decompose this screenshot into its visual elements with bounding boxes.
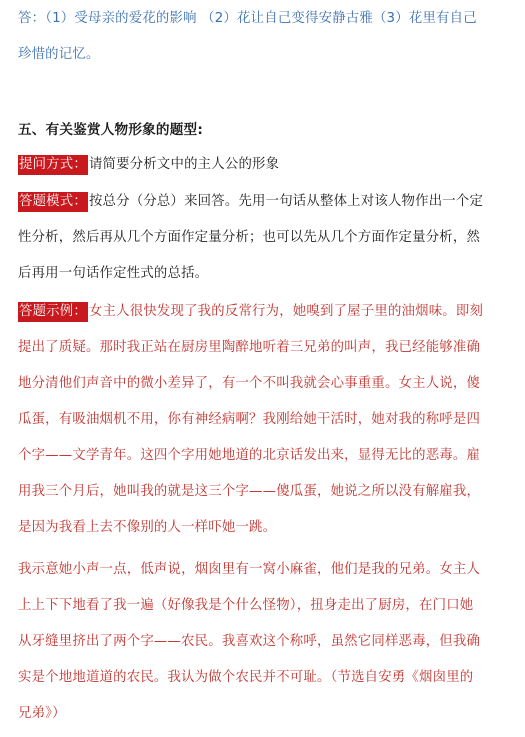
answer-example-line-9: 上上下下地看了我一遍（好像我是个什么怪物），扭身走出了厨房，在门口她 — [18, 598, 474, 613]
answer-example-line-6: 用我三个月后，她叫我的就是这三个字——傻瓜蛋，她说之所以没有解雇我， — [18, 484, 481, 499]
answer-example-line-12: 兄弟》） — [18, 706, 66, 721]
answer-example-line-2: 提出了质疑。那时我正站在厨房里陶醉地听着三兄弟的叫声，我已经能够准确 — [18, 340, 481, 355]
answer-example-line-4: 瓜蛋，有吸油烟机不用，你有神经病啊？我刚给她干活时，她对我的称呼是四 — [18, 412, 481, 427]
answer-example-line-3: 地分清他们声音中的微小差异了，有一个不叫我就会心事重重。女主人说，傻 — [18, 376, 481, 391]
answer-line-2: 珍惜的记忆。 — [18, 47, 100, 62]
answer-example-line-5: 个字——文学青年。这四个字用她地道的北京话发出来，显得无比的恶毒。雇 — [18, 448, 481, 463]
answer-example-line-7: 是因为我看上去不像别的人一样吓她一跳。 — [18, 520, 277, 535]
answer-example-line-10: 从牙缝里挤出了两个字——农民。我喜欢这个称呼，虽然它同样恶毒，但我确 — [18, 634, 481, 649]
section-heading: 五、有关鉴赏人物形象的题型: — [18, 122, 203, 138]
answer-model-line-3: 后再用一句话作定性式的总括。 — [18, 266, 209, 281]
question-method-text: 请简要分析文中的主人公的形象 — [88, 157, 280, 172]
question-method-label: 提问方式： — [18, 155, 88, 175]
answer-example-text-1: 女主人很快发现了我的反常行为，她嗅到了屋子里的油烟味。即刻 — [88, 304, 484, 319]
answer-example-label: 答题示例： — [18, 302, 88, 322]
answer-model-label: 答题模式： — [18, 192, 88, 212]
answer-model-line-1 — [18, 192, 513, 212]
answer-line-1: 答：（1）受母亲的爱花的影响 （2）花让自己变得安静古雅（3）花里有自己 — [18, 11, 477, 26]
answer-example-line-1 — [18, 302, 513, 322]
question-method-line — [18, 155, 513, 175]
answer-model-line-2: 性分析，然后再从几个方面作定量分析；也可以先从几个方面作定量分析，然 — [18, 230, 481, 245]
answer-model-text-1: 按总分（分总）来回答。先用一句话从整体上对该人物作出一个定 — [88, 194, 484, 209]
answer-example-line-11: 实是个地地道道的农民。我认为做个农民并不可耻。（节选自安勇《烟囱里的 — [18, 670, 474, 685]
answer-example-line-8: 我示意她小声一点，低声说，烟囱里有一窝小麻雀，他们是我的兄弟。女主人 — [18, 562, 481, 577]
